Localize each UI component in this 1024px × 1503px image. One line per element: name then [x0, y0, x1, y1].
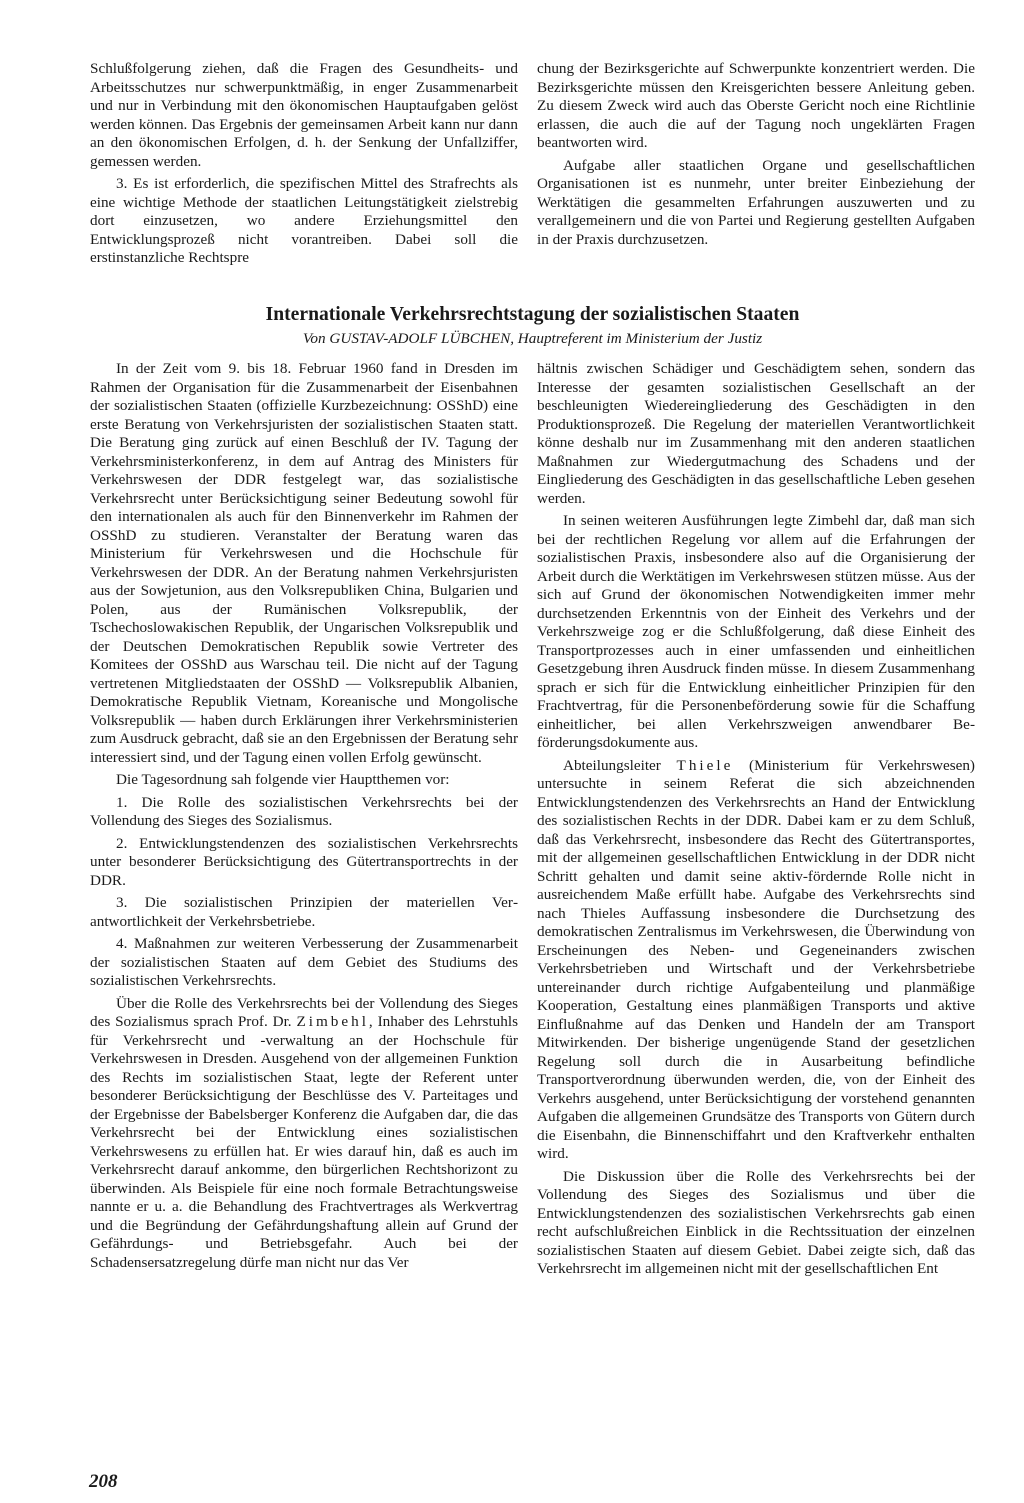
article-byline: Von GUSTAV-ADOLF LÜBCHEN, Hauptreferent im Ministerium der Justiz — [302, 330, 763, 347]
article-paragraph — [90, 995, 518, 1273]
agenda-item: 2. Entwicklungstendenzen des sozialistischen Verkehrsrechts unter besonderer Berücksichtigung des Gütertransportrechts in der DDR. — [90, 834, 518, 889]
agenda-intro: Die Tagesordnung sah folgende vier Hauptthemen vor: — [116, 771, 450, 788]
agenda-item: 3. Die sozialistischen Prinzipien der materiellen Verantwortlichkeit der Verkehrsbetriebe. — [90, 894, 518, 930]
speaker-name: Zimbehl — [296, 1013, 369, 1030]
article-paragraph: In seinen weiteren Ausführungen legte Zimbehl dar, daß man sich bei der rechtlichen Regelung vor allem auf die Erfahrungen der sozialistischen Praxis, insbesondere also auf die Organisierung der Arbeit durch die Werktätigen im Verkehrswesen stützen müsse. Aus der sich auf Grund der ökonomischen Notwendigkeiten immer mehr durchsetzenden Erkenntnis von der Einheit des Verkehrs und der Verkehrszweige zog er die Schlußfolgerung, daß diese Einheit des Transportprozesses auch in einer umfassenden und einheitlichen Gesetzgebung ihren Ausdruck finden müsse. In diesem Zusammenhang sprach er sich für die Entwicklung einheitlicher Prinzipien für den Frachtvertrag, für die Personenbeförderung sowie für die Schaffung einheitlicher, bei allen Verkehrszweigen anwendbarer Beförderungsdokumente aus. — [537, 512, 975, 751]
top-right-paragraph: chung der Bezirksgerichte auf Schwerpunkte konzentriert werden. Die Bezirksgerichte müssen den Kreisgerichten bessere Anleitung geben. Zu diesem Zweck wird auch das Oberste Gericht noch eine Richtlinie erlassen, die auch die auf der Tagung noch ungeklärten Fragen beantworten wird. — [537, 60, 975, 151]
agenda-item: 4. Maßnahmen zur weiteren Verbesserung der Zusammenarbeit der sozialistischen Staaten auf dem Gebiet des Studiums des sozialistischen Verkehrsrechts. — [90, 935, 518, 989]
speaker-name: Thiele — [676, 756, 734, 774]
paragraph-text: , Inhaber des Lehrstuhls für Verkehrsrecht und -verwaltung an der Hochschule für Verkehrswesen in Dresden. Ausgehend von der allgemeinen Funktion des Rechts im sozialistischen Staat, legte der Referent unter besonderer Berücksichtigung der Beschlüsse des V. Parteitages und der Ergebnisse der Babelsberger Konferenz die Aufgaben dar, die das Verkehrsrecht bei der Entwicklung eines sozialistischen Verkehrswesens zu erfüllen hat. Er wies darauf hin, daß es auch im Verkehrsrecht darauf ankomme, den bürgerlichen Rechtshorizont zu überwinden. Als Beispiele für eine noch formale Betrachtungsweise nannte er u. a. die Behandlung des Frachtvertrages als Werkvertrag und die Begründung der Gefährdungshaftung allein auf Grund der Gefährdungs- und Betriebsgefahr. Auch bei der Schadensersatzregelung dürfe man nicht nur das Ver — [90, 1013, 518, 1271]
top-left-paragraph: 3. Es ist erforderlich, die spezifischen Mittel des Strafrechts als eine wichtige Methode der staatlichen Leitungstätigkeit zielstrebig dort einzusetzen, wo andere Erziehungsmittel den Entwicklungsprozeß nicht vorantreiben. Dabei soll die erstinstanzliche Rechtspre — [90, 175, 518, 266]
top-right-paragraph: Aufgabe aller staatlichen Organe und gesellschaftlichen Organisationen ist es nunmehr, unter breiter Einbeziehung der Werktätigen die gesammelten Erfahrungen auszuwerten und zu verallgemeinern und die von Partei und Regierung gestellten Aufgaben in der Praxis durchzusetzen. — [537, 156, 975, 248]
paragraph-text: (Ministerium für Verkehrswesen) untersuchte in seinem Referat die sich abzeichnenden Entwicklungstendenzen des Verkehrsrechts an Hand der Entwicklung des sozialistischen Rechts in der DDR. Dabei kam er zu dem Schluß, daß das Verkehrsrecht, insbesondere das Recht des Gütertransportes, mit der allgemeinen gesellschaftlichen Entwicklung in der DDR nicht Schritt gehalten und damit seine aktiv-fördernde Rolle nicht in ausreichendem Maße erfüllt habe. Aufgabe des Verkehrsrechts sind nach Thieles Auffassung insbesondere die Durchsetzung des demokratischen Zentralismus im Verkehrswesen, die Überwindung von Erscheinungen des Neben- und Gegeneinanders zwischen Verkehrsbetrieben und Wirtschaft und der Verkehrsbetriebe untereinander durch richtige Aufgabenteilung und planmäßige Kooperation, Gestaltung eines planmäßigen Transports und aktive Einflußnahme auf das Denken und Handeln der am Transport Mitwirkenden. Der bisherige ungenügende Stand der gesetzlichen Regelung soll durch die in Ausarbeitung befindliche Transportverordnung überwunden werden, die, von der Einheit des Verkehrs ausgehend, unter Berücksichtigung der vorstehend genannten Aufgaben die allgemeinen Grundsätze des Transports von Gütern durch die Eisenbahn, die Binnenschiffahrt und den Kraftverkehr enthalten wird. — [537, 756, 975, 1162]
top-right-column — [537, 60, 975, 249]
article-left-column — [90, 360, 518, 1272]
paragraph-text: Abteilungsleiter — [563, 756, 677, 774]
page-number: 208 — [89, 1471, 118, 1492]
top-left-column — [90, 60, 518, 268]
top-left-paragraph: Schlußfolgerung ziehen, daß die Fragen des Gesundheits- und Arbeitsschutzes nur schwerpunktmäßig, in enger Zusammenarbeit und nur in Verbindung mit den ökonomischen Hauptaufgaben gelöst werden können. Das Ergebnis der gemeinsamen Arbeit kann nur dann an den ökonomischen Erfolgen, d. h. der Senkung der Unfallziffer, gemessen werden. — [90, 60, 518, 170]
agenda-item: 1. Die Rolle des sozialistischen Verkehrsrechts bei der Vollendung des Sieges des Sozialismus. — [90, 793, 518, 829]
article-right-column — [537, 360, 975, 1279]
article-title: Internationale Verkehrsrechtstagung der sozialistischen Staaten — [265, 304, 800, 325]
paragraph-text: Über die Rolle des Verkehrsrechts bei der Vollendung des Sieges des Sozialismus sprach Prof. Dr. — [90, 994, 518, 1030]
article-paragraph: hältnis zwischen Schädiger und Geschädigtem sehen, sondern das Interesse der gesamten sozialistischen Gesellschaft an der beschleunigten Wiedereingliederung des Geschädigten in den Produktionsprozeß. Die Regelung der materiellen Verantwortlichkeit könne deshalb nur im Zusammenhang mit den anderen staatlichen Maßnahmen zur Wiedergutmachung des Schadens und der Eingliederung des Geschädigten in das gesellschaftliche Leben gesehen werden. — [537, 360, 975, 507]
article-paragraph: In der Zeit vom 9. bis 18. Februar 1960 fand in Dresden im Rahmen der Organisation für die Zusammenarbeit der Eisenbahnen der sozialistischen Staaten (offizielle Kurzbezeichnung: OSShD) eine erste Beratung von Verkehrsjuristen der sozialistischen Staaten statt. Die Beratung ging zurück auf einen Beschluß der IV. Tagung der Verkehrsministerkonferenz, in dem auf Antrag des Ministers für Verkehrswesen der DDR festgelegt war, das sozialistische Verkehrsrecht unter Berücksichtigung seiner Bedeutung sowohl für den internationalen als auch für den Binnenverkehr im Rahmen der OSShD zu studieren. Veranstalter der Beratung waren das Ministerium für Verkehrswesen und die Hochschule für Verkehrswesen der DDR. An der Beratung nahmen Verkehrsjuristen aus der Sowjetunion, aus den Volksrepubliken China, Bulgarien und Polen, aus der Rumänischen Volksrepublik, der Tschechoslowakischen Republik, der Ungarischen Volksrepublik und der Deutschen Demokratischen Republik sowie Vertreter des Komitees der OSShD aus Warschau teil. Die nicht auf der Tagung vertretenen Mitgliedstaaten der OSShD — Volksrepublik Albanien, Demokratische Republik Vietnam, Koreanische und Mongolische Volksrepublik — haben durch Erklärungen ihrer Verkehrsministerien zum Ausdruck gebracht, daß sie an den Ergebnissen der Beratung sehr interessiert sind, und der Tagung einen vollen Erfolg gewünscht. — [90, 360, 518, 766]
article-paragraph: Die Diskussion über die Rolle des Verkehrsrechts bei der Vollendung des Sieges des Sozialismus und über die Entwicklungstendenzen des sozialistischen Verkehrsrechts gab einen recht aufschlußreichen Einblick in die Rechtssituation der einzelnen sozialistischen Staaten auf diesem Gebiet. Dabei zeigte sich, daß das Verkehrsrecht im allgemeinen nicht mit der gesellschaftlichen Ent — [537, 1167, 975, 1277]
article-paragraph — [537, 757, 975, 1164]
